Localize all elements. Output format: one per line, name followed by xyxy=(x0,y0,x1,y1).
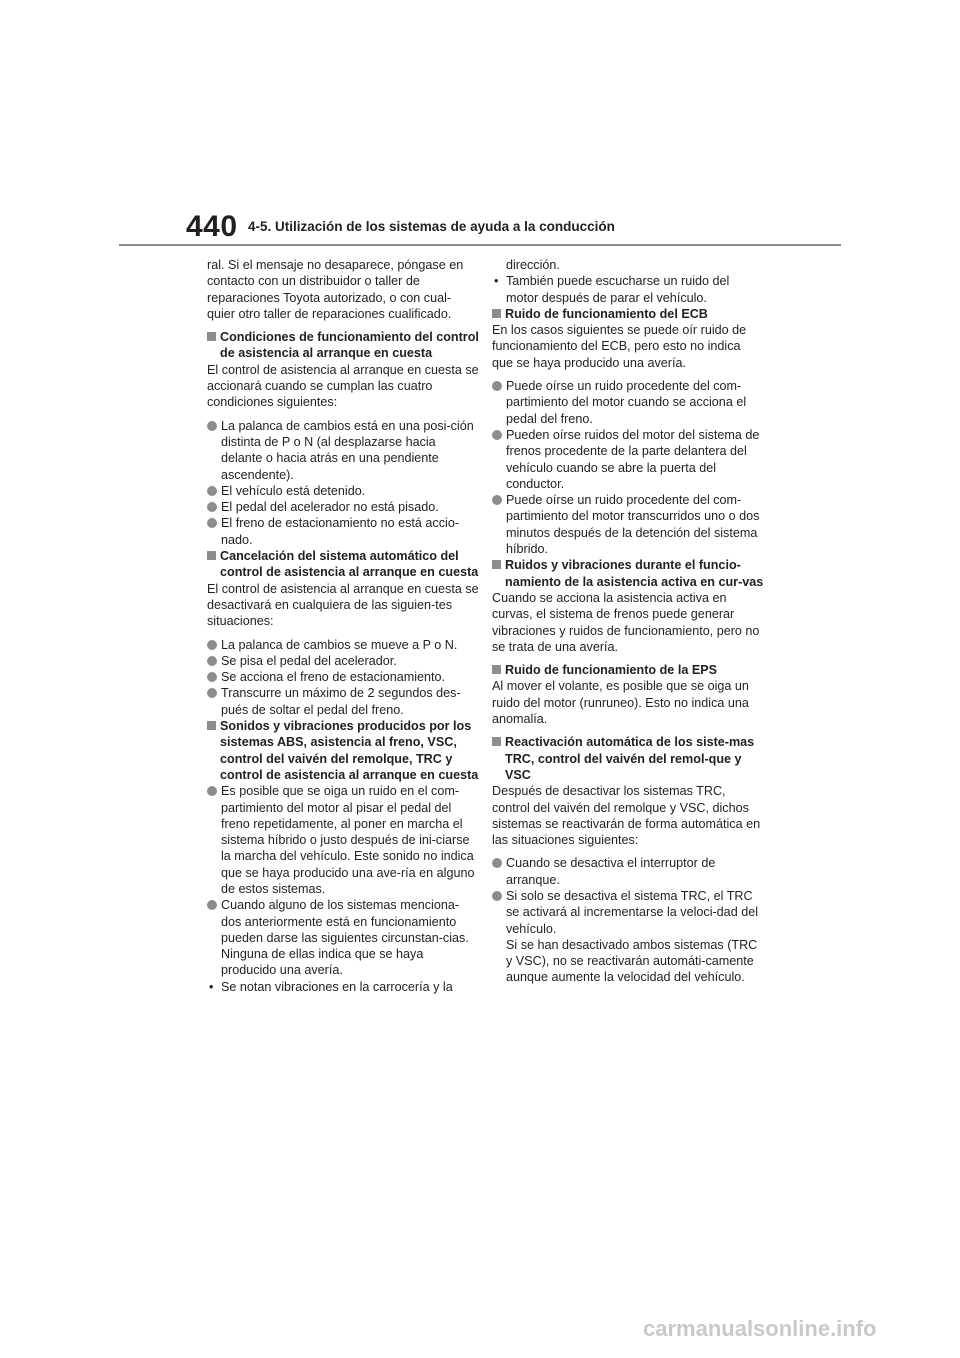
body-paragraph: Después de desactivar los sistemas TRC, control del vaivén del remolque y VSC, dichos sistemas se reactivarán de forma automática en las situaciones siguientes: xyxy=(492,784,761,848)
circle-bullet-icon xyxy=(207,900,217,910)
circle-bullet-icon xyxy=(207,421,217,431)
circle-bullet-icon xyxy=(207,502,217,512)
list-item: El freno de estacionamiento no está accio-nado. xyxy=(207,515,479,548)
section-heading-hill-start-cancel: Cancelación del sistema automático del control de asistencia al arranque en cuesta xyxy=(207,548,479,581)
header-divider xyxy=(119,244,841,246)
list-item: Pueden oírse ruidos del motor del sistema de frenos procedente de la parte delantera del vehículo cuando se abre la puerta del conductor. xyxy=(492,427,764,492)
dash-list-item: • Se notan vibraciones en la carrocería y la xyxy=(209,979,453,994)
list-item: La palanca de cambios se mueve a P o N. xyxy=(207,637,479,653)
circle-bullet-icon xyxy=(492,430,502,440)
list-item-continued: Si se han desactivado ambos sistemas (TRC y VSC), no se reactivarán automáti-camente aunque aumente la velocidad del vehículo. xyxy=(506,937,758,985)
section-heading-hill-start-conditions: Condiciones de funcionamiento del control de asistencia al arranque en cuesta xyxy=(207,329,479,362)
section-heading-active-cornering: Ruidos y vibraciones durante el funcio-namiento de la asistencia activa en cur-vas xyxy=(492,557,764,590)
square-bullet-icon xyxy=(492,665,501,674)
dash-list-item: • También puede escucharse un ruido del motor después de parar el vehículo. xyxy=(494,274,730,305)
circle-bullet-icon xyxy=(207,486,217,496)
square-bullet-icon xyxy=(207,721,216,730)
body-paragraph: Al mover el volante, es posible que se oiga un ruido del motor (runruneo). Esto no indica una anomalía. xyxy=(492,679,749,727)
body-paragraph: El control de asistencia al arranque en cuesta se accionará cuando se cumplan las cuatro condiciones siguientes: xyxy=(207,362,479,410)
intro-paragraph: ral. Si el mensaje no desaparece, póngase en contacto con un distribuidor o taller de reparaciones Toyota autorizado, o con cual-quier otro taller de reparaciones cualificado. xyxy=(207,258,464,321)
body-paragraph: El control de asistencia al arranque en cuesta se desactivará en cualquiera de las siguien-tes situaciones: xyxy=(207,581,479,629)
square-bullet-icon xyxy=(492,309,501,318)
list-item: Puede oírse un ruido procedente del com-partimiento del motor cuando se acciona el pedal del freno. xyxy=(492,378,764,427)
list-item: El pedal del acelerador no está pisado. xyxy=(207,499,479,515)
list-item: Cuando se desactiva el interruptor de arranque. xyxy=(492,855,764,888)
circle-bullet-icon xyxy=(492,495,502,505)
square-bullet-icon xyxy=(207,332,216,341)
dash-list-item-continued: dirección. xyxy=(506,258,560,272)
list-item: Si solo se desactiva el sistema TRC, el TRC se activará al incrementarse la veloci-dad del vehículo. xyxy=(492,888,764,937)
body-paragraph: Cuando se acciona la asistencia activa en curvas, el sistema de frenos puede generar vibraciones y ruidos de funcionamiento, pero no se trata de una avería. xyxy=(492,590,760,654)
list-item: Se acciona el freno de estacionamiento. xyxy=(207,669,479,685)
list-item: Puede oírse un ruido procedente del com-partimiento del motor transcurridos uno o dos minutos después de la detención del sistema híbrido. xyxy=(492,492,764,557)
section-heading-sounds-vibrations: Sonidos y vibraciones producidos por los sistemas ABS, asistencia al freno, VSC, control del vaivén del remolque, TRC y control de asistencia al arranque en cuesta xyxy=(207,718,479,783)
page-number: 440 xyxy=(186,210,238,243)
left-column xyxy=(207,257,479,995)
list-item: Transcurre un máximo de 2 segundos des-pués de soltar el pedal del freno. xyxy=(207,685,479,718)
list-item: Cuando alguno de los sistemas menciona-dos anteriormente está en funcionamiento pueden darse las siguientes circunstan-cias. Ninguna de ellas indica que se haya producido una avería. xyxy=(207,897,479,978)
circle-bullet-icon xyxy=(207,672,217,682)
list-item: El vehículo está detenido. xyxy=(207,483,479,499)
dash-bullet-icon: • xyxy=(209,979,214,994)
circle-bullet-icon xyxy=(207,518,217,528)
list-item: Es posible que se oiga un ruido en el com-partimiento del motor al pisar el pedal del freno repetidamente, al poner en marcha el sistema híbrido o justo después de ini-ciarse la marcha del vehículo. Este sonido no indica que se haya producido una ave-ría en alguno de estos sistemas. xyxy=(207,783,479,897)
body-paragraph: En los casos siguientes se puede oír ruido de funcionamiento del ECB, pero esto no indica que se haya producido una avería. xyxy=(492,323,747,370)
right-column xyxy=(492,257,764,986)
circle-bullet-icon xyxy=(492,891,502,901)
section-heading-ecb-noise: Ruido de funcionamiento del ECB xyxy=(492,306,764,322)
dash-bullet-icon: • xyxy=(494,274,499,289)
circle-bullet-icon xyxy=(492,858,502,868)
list-item: Se pisa el pedal del acelerador. xyxy=(207,653,479,669)
circle-bullet-icon xyxy=(207,640,217,650)
square-bullet-icon xyxy=(492,737,501,746)
circle-bullet-icon xyxy=(207,656,217,666)
square-bullet-icon xyxy=(207,551,216,560)
list-item: La palanca de cambios está en una posi-ción distinta de P o N (al desplazarse hacia delante o hacia atrás en una pendiente ascendente). xyxy=(207,418,479,483)
section-heading-eps-noise: Ruido de funcionamiento de la EPS xyxy=(492,662,764,678)
watermark: carmanualsonline.info xyxy=(643,1316,877,1341)
circle-bullet-icon xyxy=(207,688,217,698)
square-bullet-icon xyxy=(492,560,501,569)
section-heading-auto-reactivation: Reactivación automática de los siste-mas TRC, control del vaivén del remol-que y VSC xyxy=(492,734,764,783)
section-title: 4-5. Utilización de los sistemas de ayuda a la conducción xyxy=(248,219,615,234)
circle-bullet-icon xyxy=(492,381,502,391)
circle-bullet-icon xyxy=(207,786,217,796)
